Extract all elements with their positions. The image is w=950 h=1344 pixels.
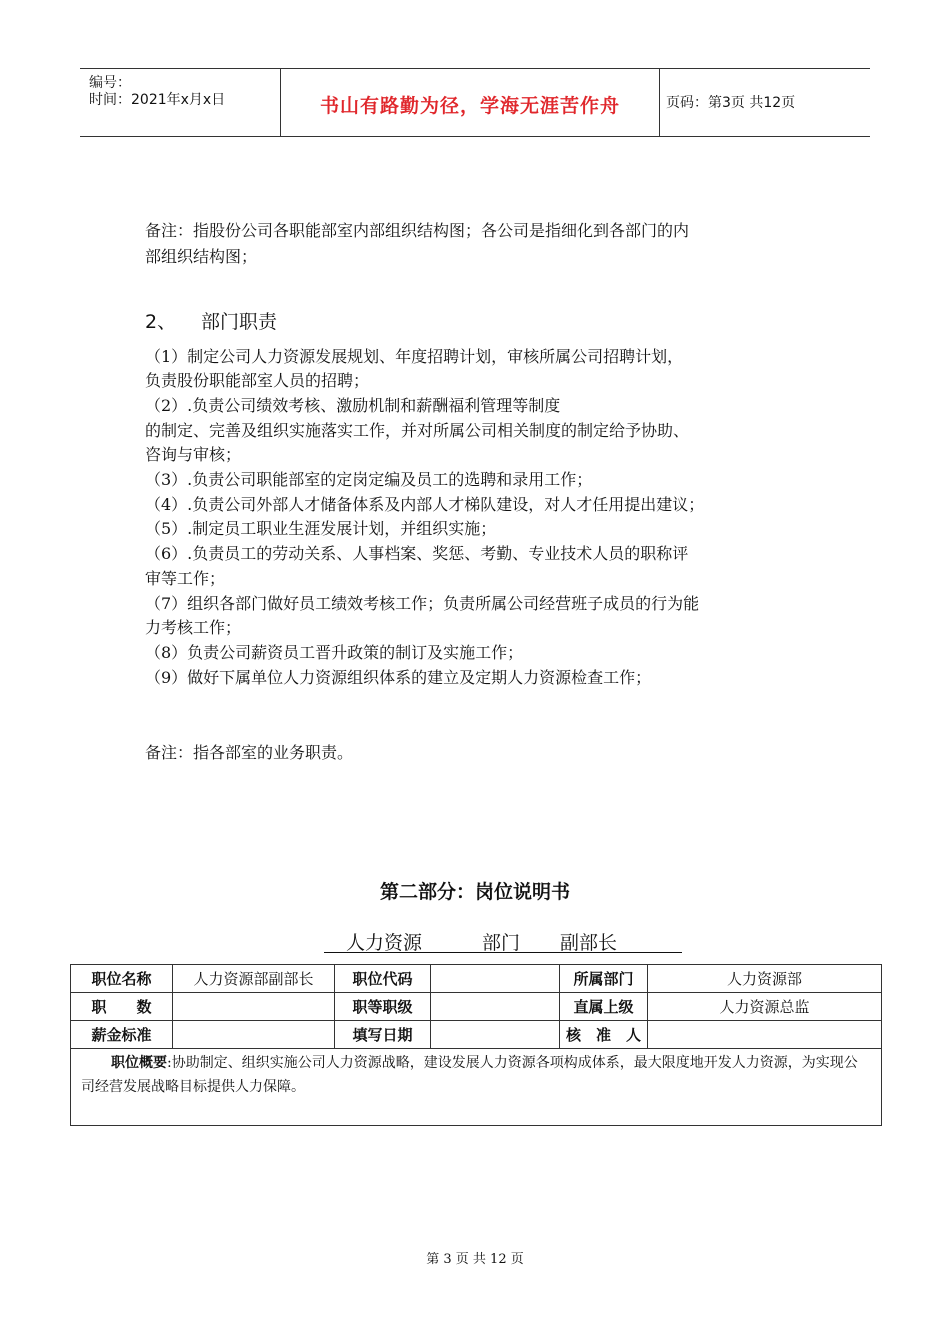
position-table	[70, 964, 882, 1126]
duty-line: 的制定、完善及组织实施落实工作，并对所属公司相关制度的制定给予协助、	[145, 421, 690, 440]
part-two-title: 第二部分：岗位说明书	[379, 881, 570, 903]
header-motto-cell	[281, 69, 660, 136]
label-approver: 核 准 人	[560, 1021, 648, 1049]
duty-line: （6）.负责员工的劳动关系、人事档案、奖惩、考勤、专业技术人员的职称评	[145, 544, 689, 563]
label-supervisor: 直属上级	[560, 993, 648, 1021]
summary-cell	[71, 1049, 882, 1126]
duty-line: 审等工作；	[145, 569, 226, 588]
value-approver	[648, 1021, 882, 1049]
label-position-code: 职位代码	[335, 965, 431, 993]
duty-line: 咨询与审核；	[145, 445, 242, 464]
duty-line: 力考核工作；	[145, 618, 242, 637]
document-number: 编号：	[89, 75, 131, 91]
value-supervisor: 人力资源总监	[648, 993, 882, 1021]
label-fill-date: 填写日期	[335, 1021, 431, 1049]
dept-suffix: 部门	[482, 932, 521, 954]
duty-line: （1）制定公司人力资源发展规划、年度招聘计划，审核所属公司招聘计划，	[145, 347, 684, 366]
duty-line: （3）.负责公司职能部室的定岗定编及员工的选聘和录用工作；	[145, 470, 593, 489]
summary-text: :协助制定、组织实施公司人力资源战略，建设发展人力资源各项构成体系，最大限度地开发人力资源，为实现公司经营发展战略目标提供人力保障。	[81, 1055, 858, 1095]
label-position-name: 职位名称	[71, 965, 173, 993]
table-row	[71, 1021, 882, 1049]
table-row	[71, 1049, 882, 1126]
value-department: 人力资源部	[648, 965, 882, 993]
duty-line: （8）负责公司薪资员工晋升政策的制订及实施工作；	[145, 643, 524, 662]
duty-line: （7）组织各部门做好员工绩效考核工作；负责所属公司经营班子成员的行为能	[145, 594, 700, 613]
motto: 书山有路勤为径，学海无涯苦作舟	[319, 95, 620, 117]
value-position-code	[431, 965, 560, 993]
value-position-name: 人力资源部副部长	[173, 965, 335, 993]
duty-line: （4）.负责公司外部人才储备体系及内部人才梯队建设，对人才任用提出建议；	[145, 495, 705, 514]
dept-position-line	[324, 928, 682, 953]
note-line-2: 部组织结构图；	[145, 247, 258, 266]
note-line-1: 备注：指股份公司各职能部室内部组织结构图；各公司是指细化到各部门的内	[145, 221, 690, 240]
value-salary	[173, 1021, 335, 1049]
document-time: 时间：2021年x月x日	[89, 92, 226, 108]
section-number: 2、	[145, 311, 177, 333]
label-department: 所属部门	[560, 965, 648, 993]
header-right-cell	[660, 69, 870, 136]
section-title: 部门职责	[201, 311, 278, 333]
label-grade: 职等职级	[335, 993, 431, 1021]
duty-line: （2）.负责公司绩效考核、激励机制和薪酬福利管理等制度	[145, 396, 561, 415]
page-footer: 第 3 页 共 12 页	[426, 1252, 524, 1267]
value-grade	[431, 993, 560, 1021]
duty-line: （5）.制定员工职业生涯发展计划，并组织实施；	[145, 519, 497, 538]
value-headcount	[173, 993, 335, 1021]
position-name: 副部长	[560, 932, 618, 954]
note-2: 备注：指各部室的业务职责。	[145, 743, 354, 762]
page-number-label: 页码：第3页 共12页	[666, 95, 796, 111]
duty-line: 负责股份职能部室人员的招聘；	[145, 371, 370, 390]
value-fill-date	[431, 1021, 560, 1049]
duty-line: （9）做好下属单位人力资源组织体系的建立及定期人力资源检查工作；	[145, 668, 652, 687]
dept-name: 人力资源	[346, 932, 423, 954]
summary-label: 职位概要	[111, 1055, 167, 1071]
header-left-cell	[80, 69, 281, 136]
table-row	[71, 965, 882, 993]
label-headcount: 职 数	[71, 993, 173, 1021]
header-table	[80, 68, 870, 137]
table-row	[71, 993, 882, 1021]
label-salary: 薪金标准	[71, 1021, 173, 1049]
